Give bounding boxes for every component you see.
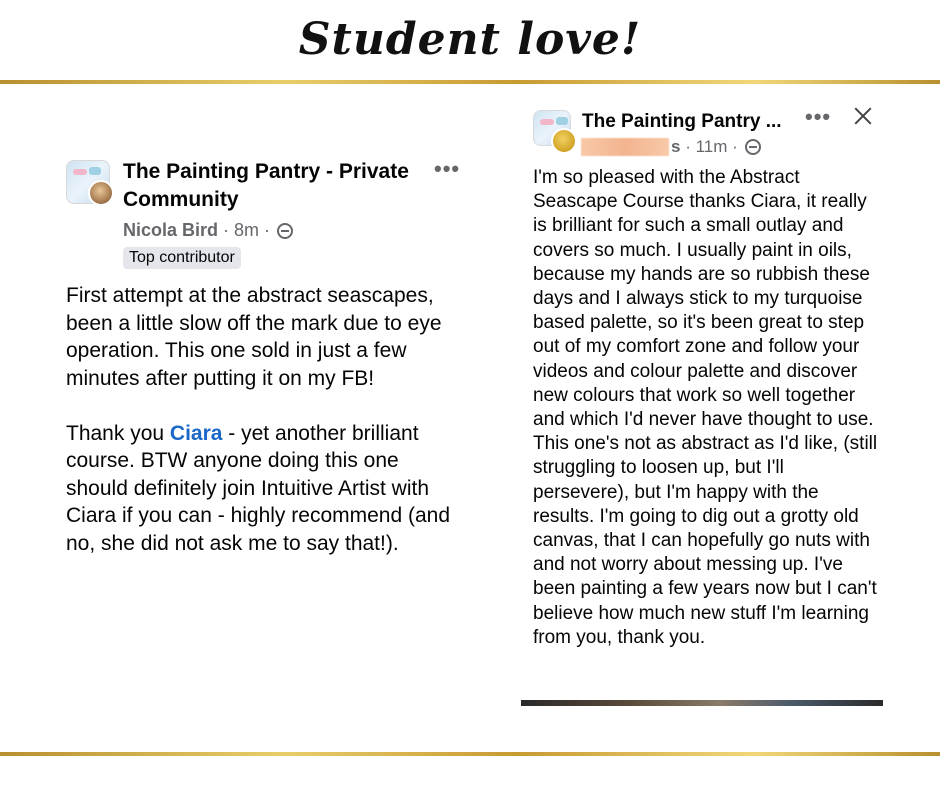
author-name-link[interactable]: Nicola Bird xyxy=(123,220,219,240)
meta-separator: · xyxy=(218,220,235,240)
meta-separator: · xyxy=(259,220,276,240)
meta-separator: · xyxy=(680,137,696,156)
post-time-link[interactable]: 11m xyxy=(695,137,728,156)
redacted-author-name xyxy=(581,138,669,156)
group-icon[interactable] xyxy=(277,223,293,239)
group-avatar-art xyxy=(540,119,554,125)
top-contributor-badge: Top contributor xyxy=(123,247,241,269)
right-post-card xyxy=(521,100,883,708)
bottom-divider xyxy=(0,752,940,756)
more-horizontal-icon[interactable]: ••• xyxy=(805,104,832,129)
group-name-link[interactable]: The Painting Pantry - Private Community xyxy=(123,160,409,211)
post-body: I'm so pleased with the Abstract Seascape Course thanks Ciara, it really is brilliant for such a small outlay and covers so much. I usually paint in oils, because my hands are so rubbish these days and I always stick to my turquoise based palette, so it's been great to step out of my comfort zone and follow your videos and colour palette and discover new colours that work so well together and which I'd never have thought to use. This one's not as abstract as I'd like, (still struggling to loosen up, but I'll persevere), but I'm happy with the results. I'm going to dig out a grotty old canvas, that I can hopefully go nuts with and not worry about messing up. I've been painting a few years now but I can't believe how much new stuff I'm learning from you, thank you. xyxy=(533,167,878,648)
post-time-link[interactable]: 8m xyxy=(234,220,260,240)
author-name-link[interactable]: s xyxy=(671,137,681,156)
post-text: - yet another brilliant course. BTW anyone doing this one should definitely join Intuitive Artist with Ciara if you can - highly recommend (and no, she did not ask me to say that!). xyxy=(66,421,451,555)
post-text: Thank you xyxy=(66,421,170,445)
page-heading: Student love! xyxy=(298,14,642,65)
group-name-link[interactable]: The Painting Pantry ... xyxy=(582,111,782,132)
post-paragraph xyxy=(66,420,466,558)
top-divider xyxy=(0,80,940,84)
post-meta xyxy=(123,220,293,241)
post-meta xyxy=(581,137,761,157)
post-body xyxy=(66,282,466,557)
group-avatar-art-2 xyxy=(89,167,101,175)
meta-separator: · xyxy=(727,137,743,156)
group-avatar-art-2 xyxy=(556,117,568,125)
user-avatar[interactable] xyxy=(551,128,577,154)
left-post-avatars[interactable] xyxy=(66,160,114,208)
more-horizontal-icon[interactable]: ••• xyxy=(434,156,461,181)
post-photo[interactable] xyxy=(521,700,883,706)
mention-link[interactable]: Ciara xyxy=(169,421,223,445)
group-avatar-art xyxy=(73,169,87,175)
close-icon[interactable] xyxy=(851,104,875,128)
post-paragraph: First attempt at the abstract seascapes, been a little slow off the mark due to eye operation. This one sold in just a few minutes after putting it on my FB! xyxy=(66,284,442,390)
group-icon[interactable] xyxy=(745,139,761,155)
user-avatar[interactable] xyxy=(88,180,114,206)
